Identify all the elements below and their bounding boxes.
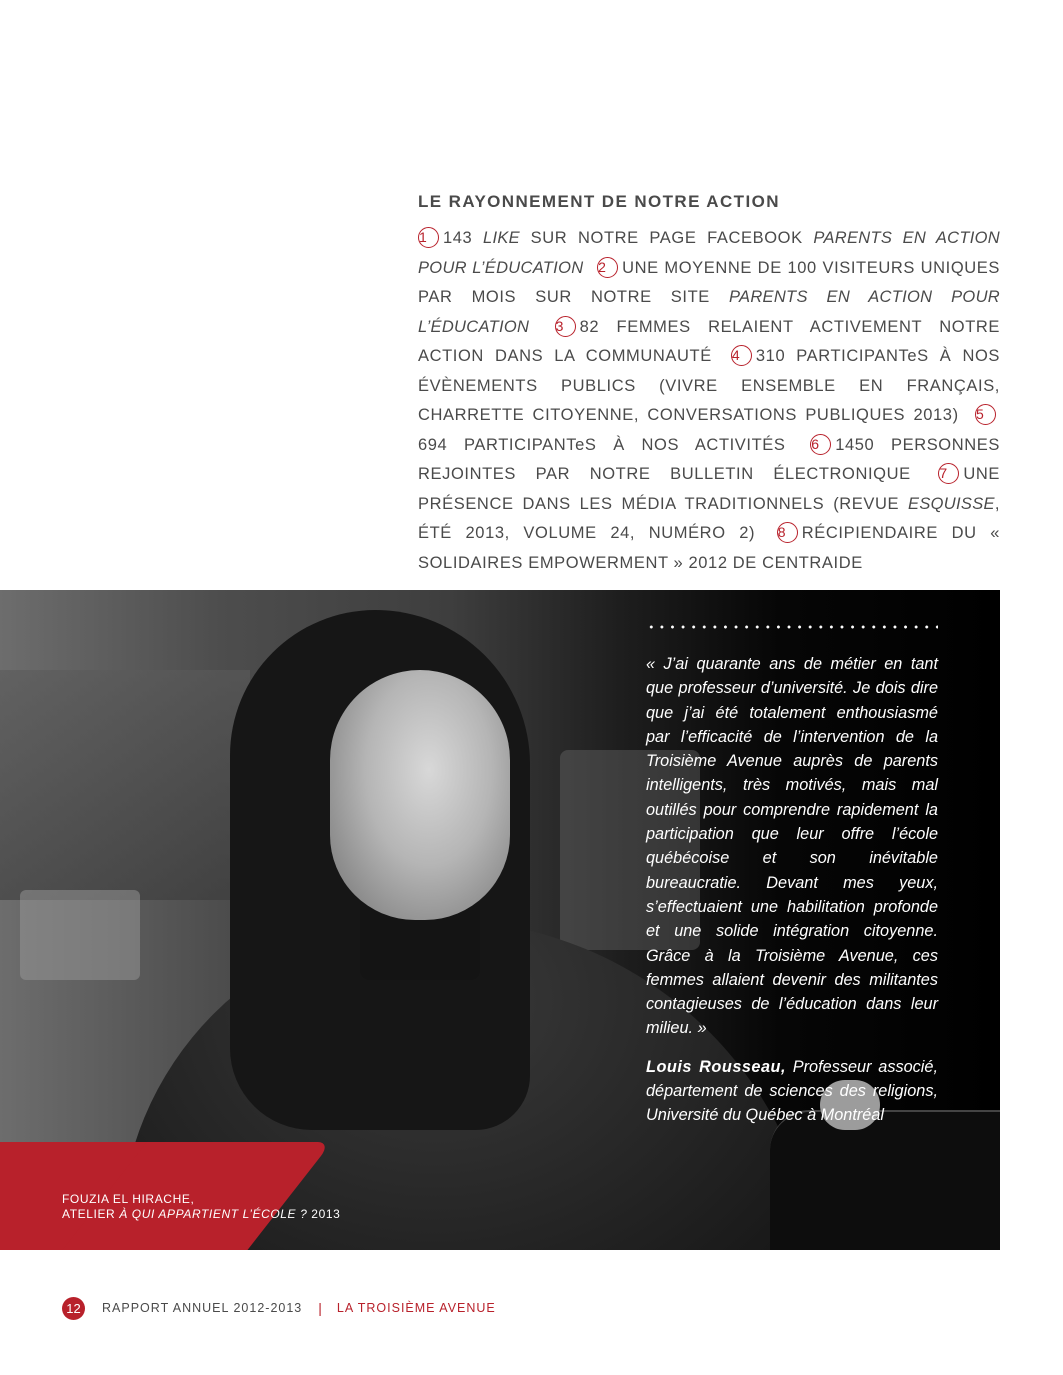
testimonial-author-title: Professeur associé, département de sciences des religions, Université du Québec à Montréal xyxy=(646,1057,938,1125)
footer-organization: LA TROISIÈME AVENUE xyxy=(336,1301,496,1315)
photo-background-shape xyxy=(20,890,140,980)
testimonial-box xyxy=(646,624,938,1128)
item-number-badge: 8 xyxy=(777,522,798,543)
item-number-badge: 3 xyxy=(555,316,576,337)
reach-statistics xyxy=(418,224,1000,578)
item-text: 82 FEMMES RELAIENT ACTIVEMENT NOTRE ACTION DANS LA COMMUNAUTÉ xyxy=(418,317,1001,365)
caption-event xyxy=(62,1207,340,1222)
item-text: , ÉTÉ 2013, VOLUME 24, NUMÉRO 2) xyxy=(418,494,1000,542)
item-text: SUR NOTRE PAGE FACEBOOK xyxy=(520,229,814,247)
item-number-badge: 4 xyxy=(731,345,752,366)
item-number-badge: 6 xyxy=(810,434,831,455)
item-number-badge: 1 xyxy=(418,227,439,248)
item-number-badge: 5 xyxy=(975,404,996,425)
photo-bag xyxy=(770,1110,1000,1250)
item-number-badge: 7 xyxy=(938,463,959,484)
caption-prefix: ATELIER xyxy=(62,1207,120,1221)
section-title: LE RAYONNEMENT DE NOTRE ACTION xyxy=(418,192,780,211)
item-text: UNE PRÉSENCE DANS LES MÉDIA TRADITIONNELS (REVUE xyxy=(418,465,1001,513)
photo-caption xyxy=(62,1192,340,1222)
testimonial-author: Louis Rousseau, xyxy=(646,1057,787,1076)
item-text: 310 PARTICIPANTeS À NOS ÉVÈNEMENTS PUBLICS (VIVRE ENSEMBLE EN FRANÇAIS, CHARRETTE CITOYENNE, CONVERSATIONS PUBLIQUES 2013) xyxy=(418,347,1000,424)
item-text: PARENTS EN ACTION POUR L’ÉDUCATION xyxy=(418,288,1001,336)
photo-subject-face xyxy=(330,670,510,920)
item-text: 143 xyxy=(443,229,484,247)
item-text: 694 PARTICIPANTeS À NOS ACTIVITÉS xyxy=(418,435,786,454)
item-text: UNE MOYENNE DE 100 VISITEURS UNIQUES PAR MOIS SUR NOTRE SITE xyxy=(418,258,1001,306)
caption-year: 2013 xyxy=(307,1207,341,1221)
photo-background-shape xyxy=(0,670,250,900)
dotted-divider xyxy=(646,624,938,630)
footer-report-title: RAPPORT ANNUEL 2012-2013 xyxy=(102,1301,303,1315)
portrait-photo xyxy=(0,590,1000,1250)
item-text: 1450 PERSONNES REJOINTES PAR NOTRE BULLETIN ÉLECTRONIQUE xyxy=(418,435,1000,483)
footer-separator: | xyxy=(318,1300,323,1316)
item-text: LIKE xyxy=(483,229,520,247)
item-text: PARENTS EN ACTION POUR L’ÉDUCATION xyxy=(418,229,1000,277)
page-footer xyxy=(62,1296,496,1320)
item-number-badge: 2 xyxy=(597,257,618,278)
testimonial-quote: « J’ai quarante ans de métier en tant que professeur d’université. Je dois dire que j’ai été totalement enthousiasmé par l’efficacité de l’intervention de la Troisième Avenue auprès de parents intelligents, très motivés, mais mal outillés pour comprendre rapidement la participation que leur offre l’école québécoise et son inévitable bureaucratie. Devant mes yeux, s’effectuaient une habilitation profonde et une solide intégration citoyenne. Grâce à la Troisième Avenue, ces femmes allaient devenir des militantes contagieuses de l’éducation dans leur milieu. » xyxy=(646,655,938,1038)
caption-name: FOUZIA EL HIRACHE, xyxy=(62,1192,195,1206)
caption-event-title: À QUI APPARTIENT L’ÉCOLE ? xyxy=(119,1207,308,1221)
page-number: 12 xyxy=(62,1297,85,1320)
item-text: ESQUISSE xyxy=(908,494,995,513)
testimonial-attribution xyxy=(646,1055,938,1128)
item-text: RÉCIPIENDAIRE DU « SOLIDAIRES EMPOWERMENT » 2012 DE CENTRAIDE xyxy=(418,524,1000,572)
